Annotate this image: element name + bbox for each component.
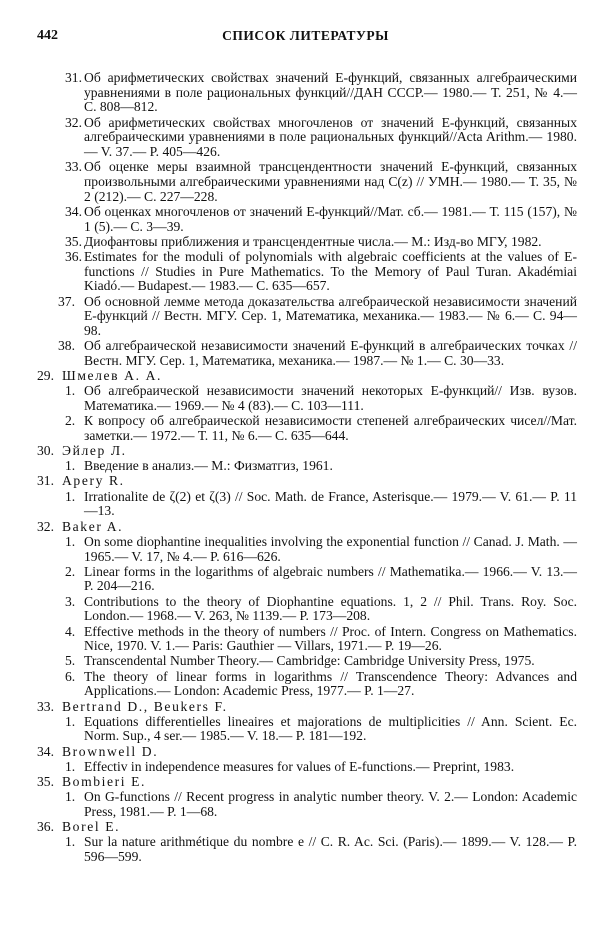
author-heading [0,474,611,489]
reference-number: 32. [37,518,54,534]
reference-text: Об арифметических свойствах значений E-функций, связанных алгебраическими уравнениями в поле рациональных функций//ДАН СССР.— 1980.— Т. 251, № 4.— С. 808—812. [84,70,577,115]
reference-text: Об арифметических свойствах многочленов от значений E-функций, связанных алгебраическими уравнениями в поле рациональных функций//Acta Arithm.— 1980.— V. 37.— P. 405—426. [84,114,577,160]
reference-number: 6. [65,668,76,684]
reference-text: Transcendental Number Theory.— Cambridge: Cambridge University Press, 1975. [84,653,535,669]
reference-text: Об основной лемме метода доказательства алгебраической независимости значений E-функций // Вестн. МГУ. Сер. 1, Математика, механика.— 1983.— № 6.— С. 94—98. [84,293,577,338]
author-heading [0,775,611,790]
author-heading [0,444,611,459]
page-number: 442 [37,28,58,43]
reference-text: On some diophantine inequalities involving the exponential function // Canad. J. Math. —1965.— V. 17, № 4.— P. 616—626. [84,533,577,564]
reference-text: Estimates for the moduli of polynomials with algebraic coefficients at the values of E-functions // Studies in Pure Mathematics. To the Memory of Paul Turan. Akadémiai Kiadó.— Budapest.— 1983.— C. 635—657. [84,248,577,294]
reference-item [0,535,611,564]
reference-text: Об алгебраической независимости значений некоторых E-функций// Изв. вузов. Математика.— 1969.— № 4 (83).— С. 103—111. [84,383,577,413]
reference-number: 1. [65,789,76,805]
reference-number: 35. [65,233,82,249]
reference-text: Effectiv in independence measures for values of E-functions.— Preprint, 1983. [84,758,515,774]
page-title: СПИСОК ЛИТЕРАТУРЫ [222,28,389,43]
reference-number: 1. [65,383,76,399]
reference-number: 29. [37,368,54,384]
reference-number: 36. [37,819,54,835]
reference-number: 1. [65,533,76,549]
reference-text: Об алгебраической независимости значений E-функций в алгебраических точках // Вестн. МГУ. Сер. 1, Математика, механика.— 1987.— № 1.— С. 30—33. [84,338,577,368]
reference-number: 1. [65,834,76,850]
reference-text: Введение в анализ.— М.: Физматгиз, 1961. [84,458,333,474]
reference-number: 2. [65,413,76,429]
reference-item [0,205,611,234]
reference-item [0,595,611,624]
reference-item [0,835,611,864]
author-name: Bombieri E. [62,774,147,790]
reference-item [0,760,611,775]
reference-number: 34. [65,203,82,219]
reference-number: 4. [65,623,76,639]
reference-text: Irrationalite de ζ(2) et ζ(3) // Soc. Math. de France, Asterisque.— 1979.— V. 61.— P. 11—13. [84,488,577,519]
reference-number: 1. [65,758,76,774]
author-name: Borel E. [62,819,121,835]
reference-item [0,235,611,250]
reference-item [0,160,611,204]
reference-item [0,295,611,339]
author-name: Brownwell D. [62,743,159,759]
reference-item [0,490,611,519]
reference-text: On G-functions // Recent progress in analytic number theory. V. 2.— London: Academic Press, 1981.— P. 1—68. [84,789,577,819]
reference-text: Effective methods in the theory of numbers // Proc. of Intern. Congress on Mathematics. Nice, 1970. V. 1.— Paris: Gauthier — Villars, 1971.— P. 19—26. [84,623,577,654]
reference-text: Диофантовы приближения и трансцендентные числа.— М.: Изд-во МГУ, 1982. [84,233,542,249]
author-name: Эйлер Л. [62,443,127,459]
author-heading [0,369,611,384]
reference-item [0,670,611,699]
reference-number: 1. [65,488,76,504]
reference-item [0,715,611,744]
reference-item [0,384,611,413]
reference-text: The theory of linear forms in logarithms // Transcendence Theory: Advances and Applications.— London: Academic Press, 1977.— P. 1—27. [84,668,577,699]
reference-number: 33. [65,159,82,175]
reference-item [0,565,611,594]
reference-item [0,625,611,654]
reference-text: Equations differentielles lineaires et majorations de multiplicities // Ann. Scient. Ec. Norm. Sup., 4 ser.— 1985.— V. 18.— P. 181—192. [84,713,577,744]
reference-number: 34. [37,743,54,759]
reference-text: Linear forms in the logarithms of algebraic numbers // Mathematika.— 1966.— V. 13.— P. 204—216. [84,563,577,594]
reference-number: 2. [65,563,76,579]
reference-number: 5. [65,653,76,669]
reference-number: 36. [65,248,82,264]
reference-item [0,250,611,294]
reference-number: 1. [65,458,76,474]
author-heading [0,745,611,760]
author-name: Bertrand D., Beukers F. [62,698,228,714]
page-header [0,28,611,48]
reference-number: 30. [37,443,54,459]
reference-item [0,71,611,115]
reference-number: 3. [65,593,76,609]
reference-item [0,790,611,819]
author-name: Шмелев А. А. [62,368,163,384]
reference-number: 35. [37,774,54,790]
reference-number: 38. [58,338,75,354]
author-heading [0,820,611,835]
reference-item [0,414,611,443]
author-heading [0,700,611,715]
author-name: Apery R. [62,473,125,489]
reference-number: 33. [37,698,54,714]
reference-item [0,459,611,474]
reference-list [0,71,611,865]
reference-number: 31. [65,70,82,85]
reference-text: Contributions to the theory of Diophantine equations. 1, 2 // Phil. Trans. Roy. Soc. London.— 1968.— V. 263, № 1139.— P. 173—208. [84,593,577,624]
reference-item [0,654,611,669]
author-name: Baker A. [62,518,124,534]
author-heading [0,520,611,535]
reference-number: 1. [65,713,76,729]
reference-number: 32. [65,114,82,130]
reference-text: Об оценке меры взаимной трансцендентности значений E-функций, связанных произвольными алгебраическими уравнениями над C(z) // УМН.— 1980.— Т. 35, № 2 (212).— С. 227—228. [84,159,577,204]
reference-text: Об оценках многочленов от значений E-функций//Мат. сб.— 1981.— Т. 115 (157), № 1 (5).— С. 3—39. [84,203,577,234]
reference-item [0,116,611,160]
reference-number: 31. [37,473,54,489]
reference-number: 37. [58,293,75,309]
reference-text: К вопросу об алгебраической независимости степеней алгебраических чисел//Мат. заметки.— 1972.— Т. 11, № 6.— С. 635—644. [84,413,577,443]
reference-text: Sur la nature arithmétique du nombre e // C. R. Ac. Sci. (Paris).— 1899.— V. 128.— P. 596—599. [84,834,577,865]
reference-item [0,339,611,368]
